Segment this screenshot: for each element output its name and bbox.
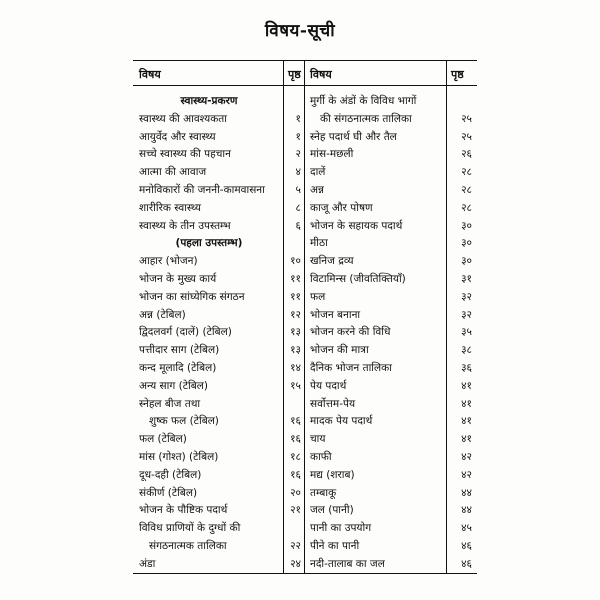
toc-entry (310, 182, 472, 198)
toc-entry (139, 182, 301, 198)
toc-entry (310, 271, 472, 287)
toc-entry-page: १० (290, 255, 301, 268)
toc-entry-title: मांस-मछली (310, 148, 354, 161)
toc-entry-title: भोजन करने की विधि (310, 326, 391, 339)
toc-entry-title: काफी (310, 451, 332, 463)
toc-entry-page: २६ (461, 148, 472, 161)
toc-entry (139, 200, 301, 216)
right-page-header: पृष्ठ (451, 68, 464, 81)
toc-entry (310, 289, 472, 305)
toc-entry-page: २८ (461, 184, 472, 196)
toc-entry-page: ४६ (461, 540, 472, 552)
toc-entry-title: स्नेह पदार्थ घी और तैल (310, 130, 397, 143)
toc-entry (310, 200, 472, 216)
toc-entry-title: भोजन के पौष्टिक पदार्थ (139, 504, 228, 517)
toc-entry-page: ४४ (461, 486, 472, 499)
toc-entry (310, 164, 472, 180)
toc-entry-page: २५ (461, 112, 472, 125)
toc-entry (139, 93, 301, 109)
toc-entry-title: पत्तीदार साग (टेबिल) (139, 344, 220, 357)
toc-entry-title: मांस (गोश्त) (टेबिल) (139, 451, 219, 463)
toc-entry-title: संगठनात्मक तालिका (149, 540, 227, 552)
toc-entry (310, 218, 472, 234)
toc-entry (310, 146, 472, 162)
left-subject-header: विषय (139, 68, 161, 81)
toc-entry-page: ४२ (461, 451, 472, 463)
toc-entry (139, 218, 301, 234)
toc-entry (310, 449, 472, 465)
toc-entry-page: २ (295, 148, 301, 161)
toc-entry-page: २४ (290, 557, 301, 570)
toc-entry-page: ११ (290, 273, 301, 285)
toc-entry-page: ३० (461, 255, 472, 268)
toc-entry (139, 467, 301, 483)
toc-entry-title: विविध प्राणियों के दुग्धों की (139, 522, 241, 535)
toc-entry-title: अन्न (टेबिल) (139, 308, 186, 321)
toc-entry-title: चाय (310, 433, 326, 446)
toc-entry-page: ८ (295, 201, 301, 214)
toc-entry-page: २२ (290, 540, 301, 552)
toc-entry-title: भोजन की मात्रा (310, 344, 369, 357)
toc-entry-page: २८ (461, 201, 472, 214)
toc-entry-page: १२ (290, 308, 301, 321)
toc-entry-page: ३१ (461, 273, 472, 285)
toc-entry (310, 431, 472, 447)
toc-entry (310, 520, 472, 536)
toc-entry (139, 502, 301, 518)
toc-entry (139, 235, 301, 251)
toc-entry-title: आत्मा की आवाज (139, 166, 207, 179)
toc-entry-page: १६ (290, 468, 301, 481)
toc-entry-title: मनोविकारों की जननी-कामवासना (139, 184, 265, 196)
toc-entry-page: १६ (290, 415, 301, 428)
toc-entry (139, 164, 301, 180)
toc-entry-page: ४१ (461, 379, 472, 392)
toc-entry-title: भोजन का सांघ्येगिक संगठन (139, 290, 245, 303)
toc-entry-title: तम्बाकू (310, 486, 337, 499)
toc-entry (139, 324, 301, 340)
toc-entry-title: की संगठनात्मक तालिका (320, 112, 412, 125)
toc-entry (310, 93, 472, 109)
toc-entry-page: ३८ (461, 344, 472, 357)
toc-entry (310, 111, 472, 127)
toc-entry-title: भोजन के मुख्य कार्य (139, 273, 217, 285)
toc-entry-title: फल (310, 290, 326, 303)
toc-entry (139, 146, 301, 162)
right-subject-header: विषय (310, 68, 332, 81)
toc-entry-title: (पहला उपस्तम्भ) (175, 237, 243, 250)
toc-entry (310, 396, 472, 412)
toc-entry-title: मुर्गी के अंडों के विविध भागों (310, 95, 417, 107)
toc-entry-title: काजू और पोषण (310, 201, 373, 214)
toc-entry-title: आयुर्वेद और स्वास्थ्य (139, 130, 216, 143)
toc-entry-page: ४५ (461, 522, 472, 535)
toc-entry (139, 129, 301, 145)
toc-entry-title: अन्न (310, 184, 325, 196)
toc-entry-title: मद्य (शराब) (310, 468, 355, 481)
toc-entry (139, 520, 301, 536)
toc-entry-title: पेय पदार्थ (310, 379, 347, 392)
toc-entry (139, 111, 301, 127)
toc-entry-page: ४१ (461, 415, 472, 428)
toc-entry-title: विटामिन्स (जीवतिक्तियाँ) (310, 273, 406, 285)
toc-entry-title: द्विदलवर्ग (दालें) (टेबिल) (139, 326, 232, 339)
toc-entry-page: ४ (295, 166, 301, 179)
toc-entry (310, 502, 472, 518)
toc-entry (310, 538, 472, 554)
toc-entry (310, 485, 472, 501)
toc-entry-page: २१ (290, 504, 301, 517)
toc-entry (139, 307, 301, 323)
toc-entry-page: ४२ (461, 468, 472, 481)
toc-entry-page: २५ (461, 130, 472, 143)
toc-entry-title: भोजन बनाना (310, 308, 361, 321)
toc-entry-page: १८ (290, 451, 301, 463)
toc-entry-title: जल (पानी) (310, 504, 354, 517)
toc-entry-title: सर्वोत्तम-पेय (310, 397, 356, 410)
toc-entry-page: ३२ (461, 290, 472, 303)
toc-entry (139, 413, 301, 429)
toc-entry (139, 556, 301, 572)
toc-entry-page: १ (295, 130, 301, 143)
toc-entry (139, 538, 301, 554)
toc-entry-page: ३६ (461, 362, 472, 374)
toc-entry (310, 235, 472, 251)
toc-entry-title: मादक पेय पदार्थ (310, 415, 373, 428)
toc-entry (139, 360, 301, 376)
toc-entry (310, 307, 472, 323)
toc-entry (310, 342, 472, 358)
toc-entry-title: खनिज द्रव्य (310, 255, 354, 268)
toc-entry-title: स्वास्थ्य-प्रकरण (180, 95, 238, 107)
toc-entry (310, 378, 472, 394)
toc-entry (310, 129, 472, 145)
toc-entry-page: ६ (295, 219, 301, 232)
toc-entry (139, 431, 301, 447)
toc-entry (139, 271, 301, 287)
center-divider (304, 61, 305, 573)
toc-entry-title: भोजन के सहायक पदार्थ (310, 219, 403, 232)
toc-entry-title: नदी-तालाब का जल (310, 557, 385, 570)
toc-entry-page: १४ (290, 362, 301, 374)
toc-entry (310, 360, 472, 376)
toc-entry-title: दूध-दही (टेबिल) (139, 468, 202, 481)
toc-entry-page: ५ (295, 184, 301, 196)
toc-entry-title: दैनिक भोजन तालिका (310, 362, 392, 374)
toc-entry-page: १६ (290, 433, 301, 446)
toc-entry-title: मीठा (310, 237, 328, 250)
toc-entry-page: ३५ (461, 326, 472, 339)
toc-entry-page: ४१ (461, 433, 472, 446)
toc-entry (310, 413, 472, 429)
toc-entry-page: १ (295, 112, 301, 125)
toc-entry (139, 396, 301, 412)
toc-entry (139, 485, 301, 501)
toc-entry-page: १३ (290, 344, 301, 357)
toc-entry-page: ३२ (461, 308, 472, 321)
toc-entry-page: ४४ (461, 504, 472, 517)
toc-entry-page: २० (290, 486, 301, 499)
toc-entry (139, 289, 301, 305)
toc-entry-title: अंडा (139, 557, 156, 570)
toc-entry-title: शारीरिक स्वास्थ्य (139, 201, 201, 214)
toc-entry (310, 253, 472, 269)
toc-entry (139, 449, 301, 465)
toc-entry-title: अन्य साग (टेबिल) (139, 379, 208, 392)
toc-entry-title: आहार (भोजन) (139, 255, 198, 268)
toc-entry-title: शुष्क फल (टेबिल) (149, 415, 219, 428)
toc-entry (310, 467, 472, 483)
toc-entry-page: १३ (290, 326, 301, 339)
toc-entry-page: ३० (461, 219, 472, 232)
toc-entry (139, 378, 301, 394)
toc-entry-title: स्वास्थ्य की आवश्यकता (139, 112, 228, 125)
toc-entry (139, 253, 301, 269)
toc-entry-page: २८ (461, 166, 472, 179)
toc-entry-title: सच्चे स्वास्थ्य की पहचान (139, 148, 231, 161)
toc-entry-page: ३० (461, 237, 472, 250)
page-title: विषय-सूची (264, 21, 336, 41)
toc-entry-title: संकीर्ण (टेबिल) (139, 486, 198, 499)
toc-entry-page: ४१ (461, 397, 472, 410)
toc-entry-page: ११ (290, 290, 301, 303)
toc-entry-title: दालें (310, 166, 326, 179)
toc-entry-title: पानी का उपयोग (310, 522, 372, 535)
header-rule (133, 85, 477, 86)
toc-entry-title: पीने का पानी (310, 540, 360, 552)
toc-table (133, 60, 477, 574)
toc-entry (310, 556, 472, 572)
toc-entry-page: १५ (290, 379, 301, 392)
toc-entry-title: कन्द मूलादि (टेबिल) (139, 362, 217, 374)
toc-entry-title: स्वास्थ्य के तीन उपस्तम्भ (139, 219, 231, 232)
left-page-header: पृष्ठ (288, 68, 301, 81)
toc-entry-page: ४६ (461, 557, 472, 570)
toc-entry (310, 324, 472, 340)
toc-entry (139, 342, 301, 358)
toc-entry-title: स्नेहल बीज तथा (139, 397, 201, 410)
toc-entry-title: फल (टेबिल) (139, 433, 187, 446)
